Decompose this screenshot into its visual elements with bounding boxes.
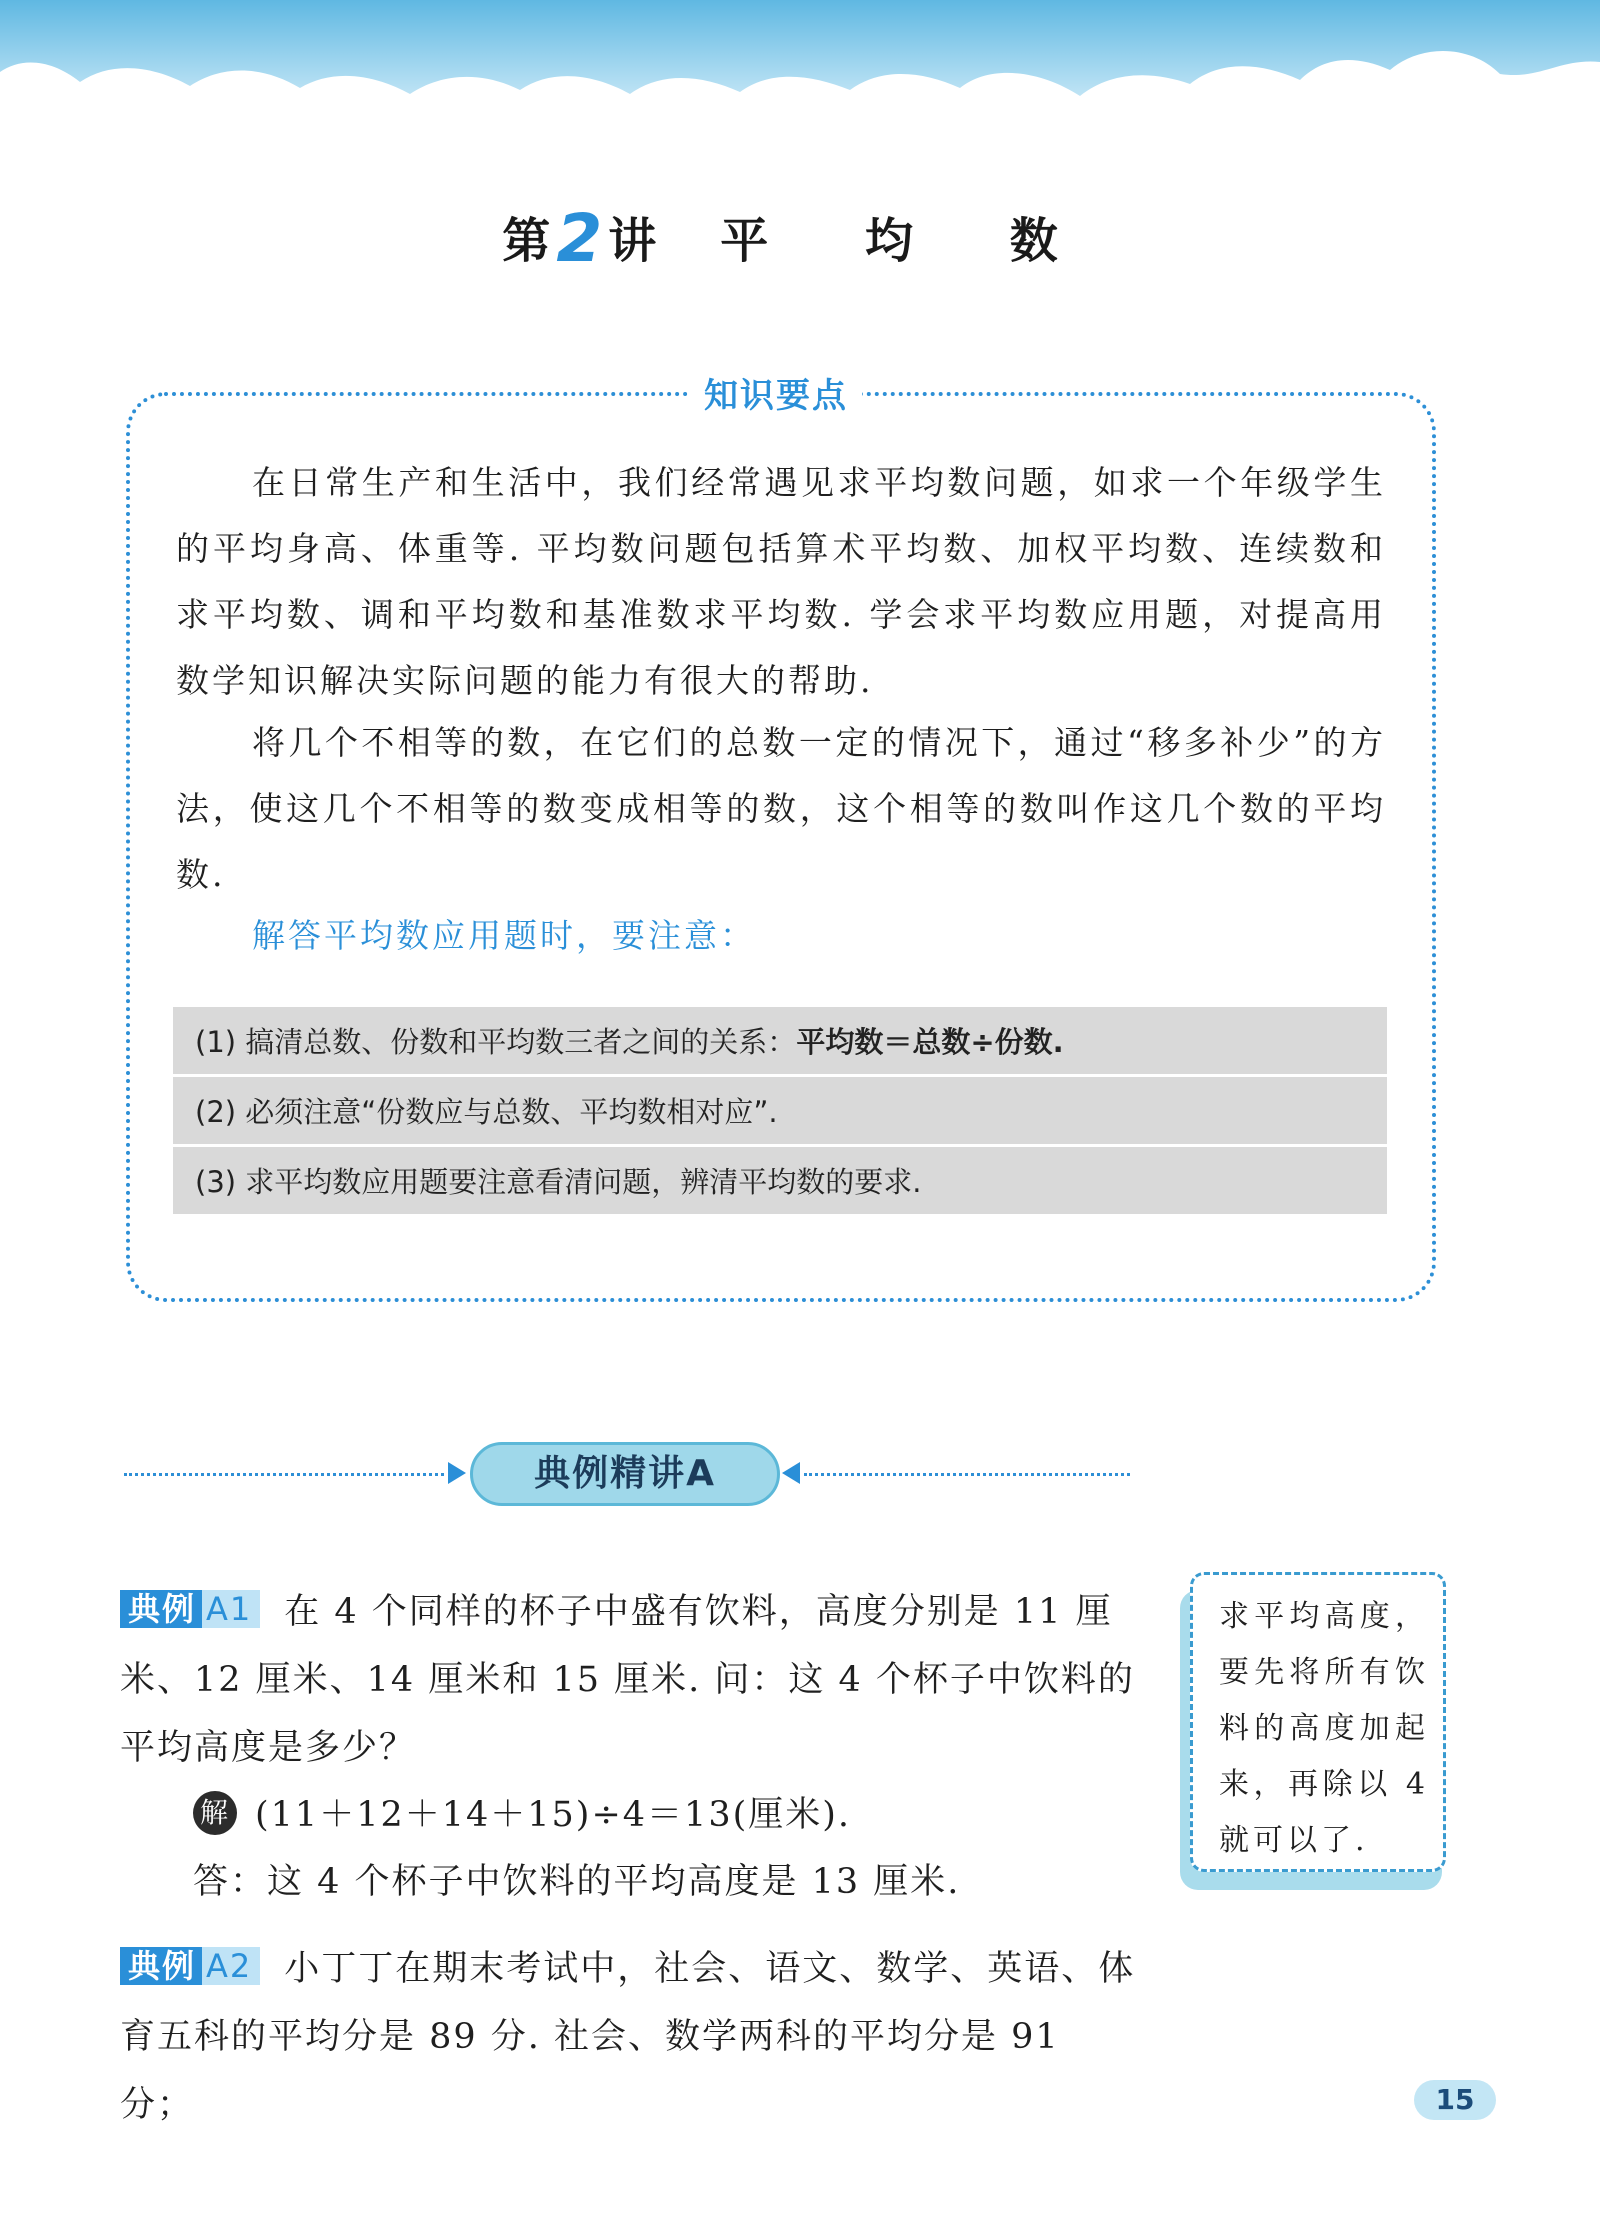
example-tag-code: A2 xyxy=(202,1947,260,1985)
lecture-suffix: 讲 xyxy=(608,213,661,269)
example-a2 xyxy=(120,1935,1140,2139)
example-tag-code: A1 xyxy=(202,1590,260,1628)
solution-text: (11＋12＋14＋15)÷4＝13(厘米). xyxy=(255,1795,852,1835)
example-a1-solution xyxy=(193,1781,851,1849)
example-question: 小丁丁在期末考试中，社会、语文、数学、英语、体育五科的平均分是 89 分. 社会、数学两科的平均分是 91 分； xyxy=(120,1949,1136,2125)
example-tag xyxy=(120,1588,260,1630)
note-text: (3) 求平均数应用题要注意看清问题，辨清平均数的要求. xyxy=(195,1165,922,1199)
section-title: 典例精讲A xyxy=(470,1442,780,1506)
note-text: (1) 搞清总数、份数和平均数三者之间的关系： xyxy=(195,1025,797,1059)
lecture-prefix: 第 xyxy=(502,213,555,269)
section-divider-left xyxy=(124,1473,444,1476)
note-row xyxy=(173,1147,1387,1217)
solution-label-icon: 解 xyxy=(193,1791,237,1835)
lecture-title xyxy=(0,200,1600,277)
note-heading: 解答平均数应用题时，要注意： xyxy=(252,916,756,955)
note-row xyxy=(173,1007,1387,1077)
arrow-left-icon xyxy=(782,1462,800,1484)
example-a1-answer: 答：这 4 个杯子中饮料的平均高度是 13 厘米. xyxy=(193,1862,961,1902)
note-row xyxy=(173,1077,1387,1147)
sky-cloud-banner xyxy=(0,0,1600,140)
lecture-topic: 平 均 数 xyxy=(720,213,1098,269)
note-text: (2) 必须注意“份数应与总数、平均数相对应”. xyxy=(195,1095,778,1129)
note-formula: 平均数＝总数÷份数. xyxy=(796,1025,1064,1059)
page-number: 15 xyxy=(1414,2080,1496,2120)
knowledge-label: 知识要点 xyxy=(690,368,862,417)
example-a1 xyxy=(120,1578,1140,1782)
arrow-right-icon xyxy=(448,1462,466,1484)
section-divider-right xyxy=(804,1473,1130,1476)
tip-box: 求平均高度，要先将所有饮料的高度加起来，再除以 4 就可以了. xyxy=(1190,1572,1446,1872)
notes-table xyxy=(173,1007,1387,1217)
knowledge-paragraph-1: 在日常生产和生活中，我们经常遇见求平均数问题，如求一个年级学生的平均身高、体重等. 平均数问题包括算术平均数、加权平均数、连续数和求平均数、调和平均数和基准数求平均数. 学会求平均数应用题，对提高用数学知识解决实际问题的能力有很大的帮助. xyxy=(176,463,1386,700)
example-question: 在 4 个同样的杯子中盛有饮料，高度分别是 11 厘米、12 厘米、14 厘米和 15 厘米. 问：这 4 个杯子中饮料的平均高度是多少？ xyxy=(120,1592,1135,1768)
lecture-number: 2 xyxy=(556,200,607,277)
example-tag-prefix: 典例 xyxy=(120,1947,202,1985)
knowledge-paragraph-2: 将几个不相等的数，在它们的总数一定的情况下，通过“移多补少”的方法，使这几个不相等的数变成相等的数，这个相等的数叫作这几个数的平均数. xyxy=(176,723,1386,894)
example-tag-prefix: 典例 xyxy=(120,1590,202,1628)
example-tag xyxy=(120,1945,260,1987)
